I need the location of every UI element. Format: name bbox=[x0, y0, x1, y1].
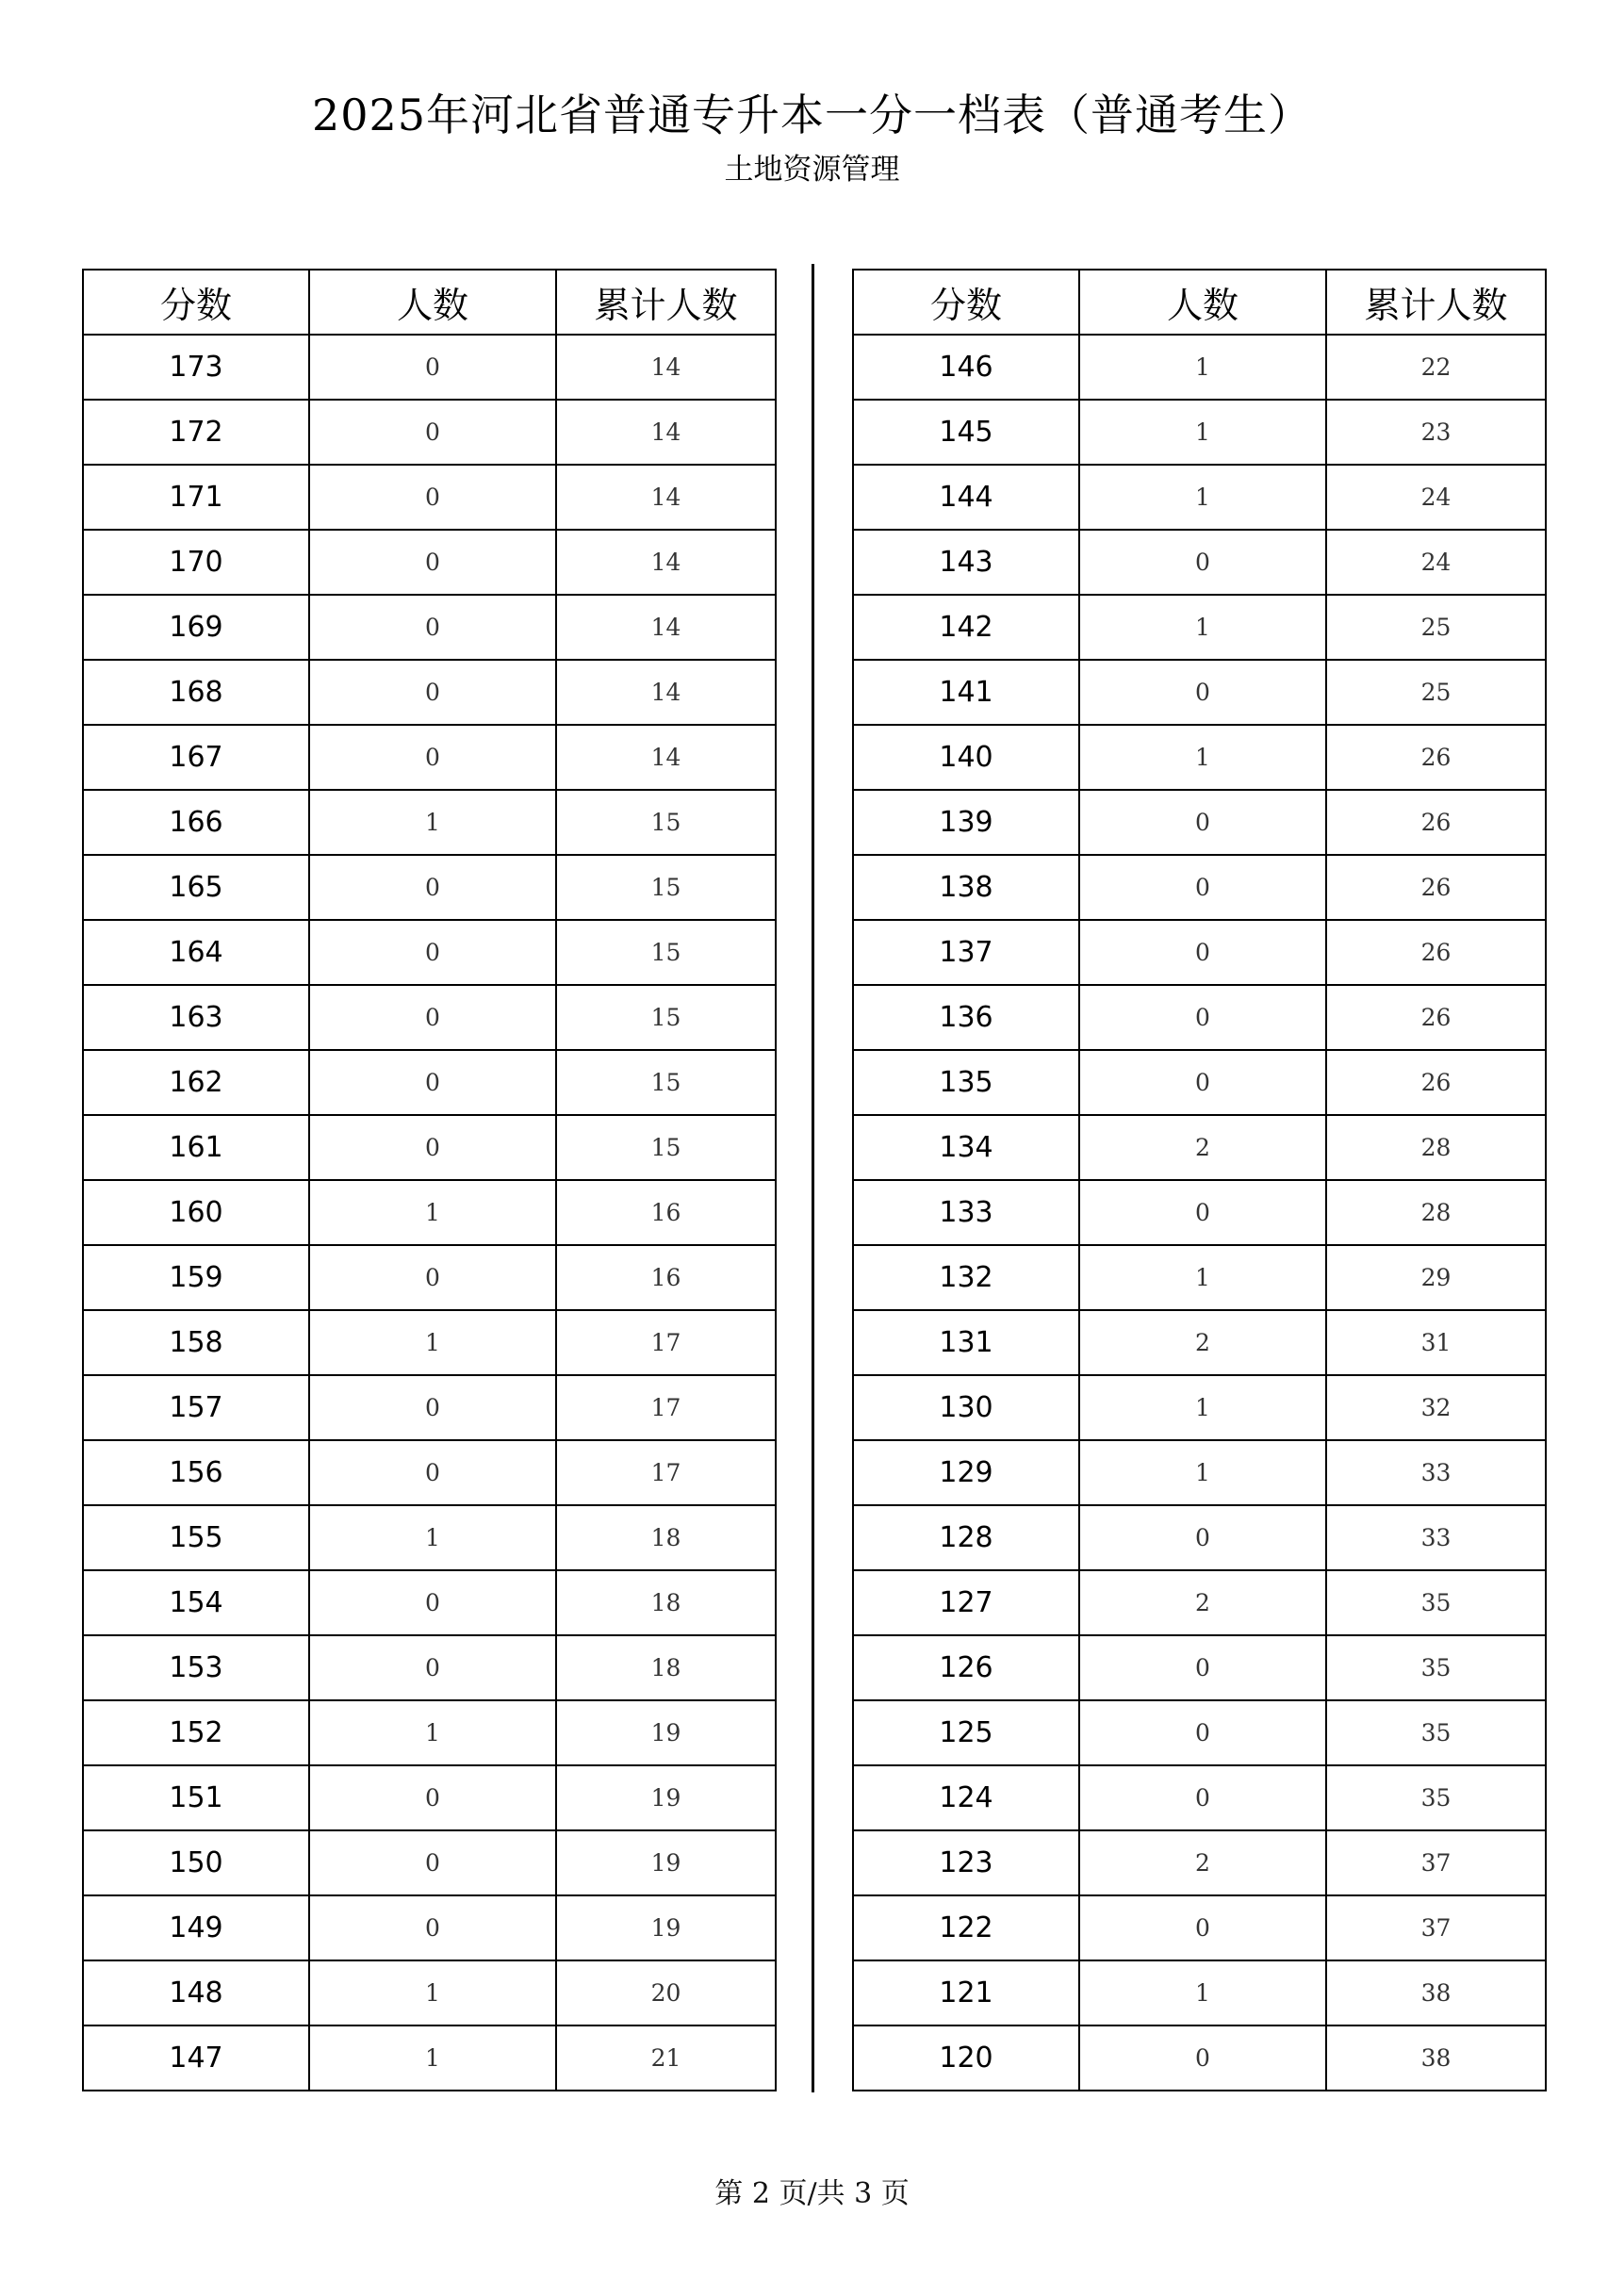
count-cell: 1 bbox=[309, 1505, 556, 1570]
score-cell: 164 bbox=[83, 920, 309, 985]
score-cell: 140 bbox=[853, 725, 1079, 790]
cumulative-cell: 35 bbox=[1326, 1635, 1546, 1700]
cumulative-cell: 18 bbox=[556, 1505, 776, 1570]
score-cell: 163 bbox=[83, 985, 309, 1050]
cumulative-cell: 26 bbox=[1326, 855, 1546, 920]
cumulative-cell: 26 bbox=[1326, 1050, 1546, 1115]
count-cell: 0 bbox=[309, 335, 556, 400]
score-cell: 148 bbox=[83, 1960, 309, 2025]
score-cell: 153 bbox=[83, 1635, 309, 1700]
cumulative-cell: 37 bbox=[1326, 1895, 1546, 1960]
score-cell: 136 bbox=[853, 985, 1079, 1050]
score-cell: 139 bbox=[853, 790, 1079, 855]
table-header-row bbox=[853, 270, 1546, 335]
score-cell: 134 bbox=[853, 1115, 1079, 1180]
score-cell: 166 bbox=[83, 790, 309, 855]
score-cell: 143 bbox=[853, 530, 1079, 595]
count-cell: 0 bbox=[309, 1115, 556, 1180]
table-row bbox=[853, 1960, 1546, 2025]
table-row bbox=[83, 660, 776, 725]
cumulative-cell: 18 bbox=[556, 1635, 776, 1700]
count-cell: 0 bbox=[309, 595, 556, 660]
table-row bbox=[83, 1050, 776, 1115]
table-row bbox=[83, 1960, 776, 2025]
score-cell: 160 bbox=[83, 1180, 309, 1245]
count-cell: 0 bbox=[1079, 985, 1326, 1050]
table-row bbox=[853, 1440, 1546, 1505]
cumulative-cell: 38 bbox=[1326, 2025, 1546, 2091]
table-row bbox=[83, 790, 776, 855]
cumulative-cell: 28 bbox=[1326, 1180, 1546, 1245]
table-row bbox=[853, 1050, 1546, 1115]
score-cell: 165 bbox=[83, 855, 309, 920]
score-cell: 135 bbox=[853, 1050, 1079, 1115]
table-row bbox=[83, 1310, 776, 1375]
table-row bbox=[853, 855, 1546, 920]
count-cell: 0 bbox=[309, 1635, 556, 1700]
column-header-count: 人数 bbox=[309, 270, 556, 335]
score-cell: 133 bbox=[853, 1180, 1079, 1245]
cumulative-cell: 24 bbox=[1326, 530, 1546, 595]
table-row bbox=[83, 1375, 776, 1440]
count-cell: 0 bbox=[309, 1440, 556, 1505]
cumulative-cell: 19 bbox=[556, 1830, 776, 1895]
table-row bbox=[853, 1505, 1546, 1570]
score-cell: 124 bbox=[853, 1765, 1079, 1830]
score-table-left bbox=[82, 269, 777, 2091]
score-cell: 121 bbox=[853, 1960, 1079, 2025]
cumulative-cell: 16 bbox=[556, 1180, 776, 1245]
count-cell: 0 bbox=[1079, 790, 1326, 855]
count-cell: 1 bbox=[309, 1180, 556, 1245]
cumulative-cell: 14 bbox=[556, 595, 776, 660]
score-cell: 120 bbox=[853, 2025, 1079, 2091]
cumulative-cell: 15 bbox=[556, 985, 776, 1050]
score-cell: 138 bbox=[853, 855, 1079, 920]
count-cell: 0 bbox=[309, 920, 556, 985]
count-cell: 0 bbox=[309, 1830, 556, 1895]
score-cell: 125 bbox=[853, 1700, 1079, 1765]
cumulative-cell: 35 bbox=[1326, 1765, 1546, 1830]
score-cell: 168 bbox=[83, 660, 309, 725]
table-row bbox=[853, 1570, 1546, 1635]
table-row bbox=[83, 985, 776, 1050]
count-cell: 0 bbox=[1079, 2025, 1326, 2091]
count-cell: 1 bbox=[1079, 725, 1326, 790]
page-title: 2025年河北省普通专升本一分一档表（普通考生） bbox=[311, 90, 1313, 140]
count-cell: 1 bbox=[309, 2025, 556, 2091]
cumulative-cell: 26 bbox=[1326, 920, 1546, 985]
table-row bbox=[83, 1505, 776, 1570]
count-cell: 1 bbox=[1079, 1960, 1326, 2025]
count-cell: 0 bbox=[309, 985, 556, 1050]
table-row bbox=[83, 1830, 776, 1895]
count-cell: 0 bbox=[309, 725, 556, 790]
score-cell: 130 bbox=[853, 1375, 1079, 1440]
count-cell: 0 bbox=[309, 1050, 556, 1115]
table-row bbox=[83, 1700, 776, 1765]
table-row bbox=[83, 1115, 776, 1180]
count-cell: 0 bbox=[309, 855, 556, 920]
count-cell: 0 bbox=[1079, 1505, 1326, 1570]
count-cell: 0 bbox=[309, 1570, 556, 1635]
score-cell: 156 bbox=[83, 1440, 309, 1505]
cumulative-cell: 16 bbox=[556, 1245, 776, 1310]
table-row bbox=[853, 2025, 1546, 2091]
cumulative-cell: 15 bbox=[556, 790, 776, 855]
cumulative-cell: 26 bbox=[1326, 790, 1546, 855]
cumulative-cell: 26 bbox=[1326, 725, 1546, 790]
table-row bbox=[83, 1245, 776, 1310]
score-cell: 152 bbox=[83, 1700, 309, 1765]
score-cell: 157 bbox=[83, 1375, 309, 1440]
table-row bbox=[853, 335, 1546, 400]
count-cell: 1 bbox=[309, 1700, 556, 1765]
table-row bbox=[853, 465, 1546, 530]
cumulative-cell: 17 bbox=[556, 1375, 776, 1440]
cumulative-cell: 37 bbox=[1326, 1830, 1546, 1895]
count-cell: 1 bbox=[309, 790, 556, 855]
table-row bbox=[83, 1570, 776, 1635]
cumulative-cell: 38 bbox=[1326, 1960, 1546, 2025]
cumulative-cell: 33 bbox=[1326, 1505, 1546, 1570]
score-cell: 146 bbox=[853, 335, 1079, 400]
cumulative-cell: 19 bbox=[556, 1895, 776, 1960]
cumulative-cell: 19 bbox=[556, 1700, 776, 1765]
cumulative-cell: 29 bbox=[1326, 1245, 1546, 1310]
table-row bbox=[853, 985, 1546, 1050]
count-cell: 0 bbox=[309, 530, 556, 595]
score-cell: 170 bbox=[83, 530, 309, 595]
score-cell: 126 bbox=[853, 1635, 1079, 1700]
table-row bbox=[853, 725, 1546, 790]
table-row bbox=[83, 1895, 776, 1960]
column-header-cumulative: 累计人数 bbox=[1326, 270, 1546, 335]
score-cell: 172 bbox=[83, 400, 309, 465]
table-row bbox=[83, 1180, 776, 1245]
table-row bbox=[853, 1830, 1546, 1895]
cumulative-cell: 15 bbox=[556, 1115, 776, 1180]
count-cell: 0 bbox=[1079, 1700, 1326, 1765]
table-row bbox=[853, 595, 1546, 660]
cumulative-cell: 25 bbox=[1326, 595, 1546, 660]
table-row bbox=[853, 1895, 1546, 1960]
count-cell: 1 bbox=[1079, 335, 1326, 400]
cumulative-cell: 28 bbox=[1326, 1115, 1546, 1180]
table-row bbox=[83, 530, 776, 595]
table-row bbox=[853, 530, 1546, 595]
column-divider bbox=[812, 264, 814, 2092]
count-cell: 1 bbox=[309, 1960, 556, 2025]
table-row bbox=[853, 1635, 1546, 1700]
score-cell: 149 bbox=[83, 1895, 309, 1960]
count-cell: 0 bbox=[1079, 530, 1326, 595]
score-cell: 122 bbox=[853, 1895, 1079, 1960]
score-cell: 154 bbox=[83, 1570, 309, 1635]
count-cell: 1 bbox=[1079, 1375, 1326, 1440]
count-cell: 0 bbox=[1079, 660, 1326, 725]
cumulative-cell: 25 bbox=[1326, 660, 1546, 725]
table-row bbox=[853, 660, 1546, 725]
table-row bbox=[853, 400, 1546, 465]
cumulative-cell: 14 bbox=[556, 465, 776, 530]
score-cell: 169 bbox=[83, 595, 309, 660]
cumulative-cell: 32 bbox=[1326, 1375, 1546, 1440]
column-header-score: 分数 bbox=[83, 270, 309, 335]
cumulative-cell: 21 bbox=[556, 2025, 776, 2091]
score-cell: 131 bbox=[853, 1310, 1079, 1375]
table-row bbox=[83, 465, 776, 530]
score-cell: 141 bbox=[853, 660, 1079, 725]
page-subtitle: 土地资源管理 bbox=[724, 153, 900, 187]
count-cell: 0 bbox=[1079, 920, 1326, 985]
table-row bbox=[853, 1310, 1546, 1375]
column-header-cumulative: 累计人数 bbox=[556, 270, 776, 335]
count-cell: 2 bbox=[1079, 1310, 1326, 1375]
table-row bbox=[83, 1635, 776, 1700]
score-cell: 159 bbox=[83, 1245, 309, 1310]
cumulative-cell: 18 bbox=[556, 1570, 776, 1635]
score-cell: 127 bbox=[853, 1570, 1079, 1635]
column-header-score: 分数 bbox=[853, 270, 1079, 335]
count-cell: 0 bbox=[1079, 1895, 1326, 1960]
table-row bbox=[853, 790, 1546, 855]
column-header-count: 人数 bbox=[1079, 270, 1326, 335]
count-cell: 2 bbox=[1079, 1115, 1326, 1180]
count-cell: 1 bbox=[1079, 1440, 1326, 1505]
table-row bbox=[853, 1115, 1546, 1180]
table-row bbox=[83, 920, 776, 985]
score-cell: 145 bbox=[853, 400, 1079, 465]
count-cell: 0 bbox=[309, 1765, 556, 1830]
table-row bbox=[853, 1765, 1546, 1830]
table-row bbox=[853, 1375, 1546, 1440]
score-cell: 147 bbox=[83, 2025, 309, 2091]
table-row bbox=[853, 1700, 1546, 1765]
table-row bbox=[83, 595, 776, 660]
cumulative-cell: 15 bbox=[556, 920, 776, 985]
score-cell: 132 bbox=[853, 1245, 1079, 1310]
count-cell: 2 bbox=[1079, 1570, 1326, 1635]
count-cell: 0 bbox=[309, 1245, 556, 1310]
cumulative-cell: 35 bbox=[1326, 1570, 1546, 1635]
score-cell: 173 bbox=[83, 335, 309, 400]
count-cell: 1 bbox=[309, 1310, 556, 1375]
cumulative-cell: 14 bbox=[556, 400, 776, 465]
cumulative-cell: 35 bbox=[1326, 1700, 1546, 1765]
score-cell: 128 bbox=[853, 1505, 1079, 1570]
score-table-right bbox=[852, 269, 1547, 2091]
score-cell: 171 bbox=[83, 465, 309, 530]
score-cell: 158 bbox=[83, 1310, 309, 1375]
table-row bbox=[853, 920, 1546, 985]
cumulative-cell: 14 bbox=[556, 660, 776, 725]
count-cell: 1 bbox=[1079, 595, 1326, 660]
table-row bbox=[83, 1765, 776, 1830]
count-cell: 0 bbox=[309, 465, 556, 530]
table-row bbox=[853, 1245, 1546, 1310]
cumulative-cell: 14 bbox=[556, 335, 776, 400]
score-cell: 151 bbox=[83, 1765, 309, 1830]
table-row bbox=[83, 335, 776, 400]
cumulative-cell: 17 bbox=[556, 1440, 776, 1505]
count-cell: 1 bbox=[1079, 1245, 1326, 1310]
score-cell: 167 bbox=[83, 725, 309, 790]
score-cell: 144 bbox=[853, 465, 1079, 530]
cumulative-cell: 19 bbox=[556, 1765, 776, 1830]
score-cell: 123 bbox=[853, 1830, 1079, 1895]
page-number-footer: 第 2 页/共 3 页 bbox=[714, 2177, 910, 2210]
cumulative-cell: 15 bbox=[556, 1050, 776, 1115]
count-cell: 2 bbox=[1079, 1830, 1326, 1895]
score-cell: 129 bbox=[853, 1440, 1079, 1505]
table-row bbox=[83, 400, 776, 465]
cumulative-cell: 14 bbox=[556, 530, 776, 595]
score-cell: 137 bbox=[853, 920, 1079, 985]
count-cell: 1 bbox=[1079, 465, 1326, 530]
cumulative-cell: 24 bbox=[1326, 465, 1546, 530]
cumulative-cell: 22 bbox=[1326, 335, 1546, 400]
cumulative-cell: 17 bbox=[556, 1310, 776, 1375]
table-row bbox=[853, 1180, 1546, 1245]
count-cell: 0 bbox=[309, 400, 556, 465]
count-cell: 0 bbox=[1079, 1050, 1326, 1115]
table-row bbox=[83, 725, 776, 790]
cumulative-cell: 33 bbox=[1326, 1440, 1546, 1505]
score-cell: 162 bbox=[83, 1050, 309, 1115]
score-cell: 155 bbox=[83, 1505, 309, 1570]
count-cell: 0 bbox=[1079, 855, 1326, 920]
score-cell: 161 bbox=[83, 1115, 309, 1180]
score-cell: 150 bbox=[83, 1830, 309, 1895]
count-cell: 1 bbox=[1079, 400, 1326, 465]
table-row bbox=[83, 2025, 776, 2091]
count-cell: 0 bbox=[1079, 1180, 1326, 1245]
count-cell: 0 bbox=[309, 1895, 556, 1960]
cumulative-cell: 26 bbox=[1326, 985, 1546, 1050]
cumulative-cell: 14 bbox=[556, 725, 776, 790]
cumulative-cell: 23 bbox=[1326, 400, 1546, 465]
count-cell: 0 bbox=[1079, 1635, 1326, 1700]
cumulative-cell: 20 bbox=[556, 1960, 776, 2025]
cumulative-cell: 31 bbox=[1326, 1310, 1546, 1375]
score-cell: 142 bbox=[853, 595, 1079, 660]
table-row bbox=[83, 1440, 776, 1505]
table-header-row bbox=[83, 270, 776, 335]
count-cell: 0 bbox=[1079, 1765, 1326, 1830]
table-row bbox=[83, 855, 776, 920]
cumulative-cell: 15 bbox=[556, 855, 776, 920]
count-cell: 0 bbox=[309, 660, 556, 725]
count-cell: 0 bbox=[309, 1375, 556, 1440]
